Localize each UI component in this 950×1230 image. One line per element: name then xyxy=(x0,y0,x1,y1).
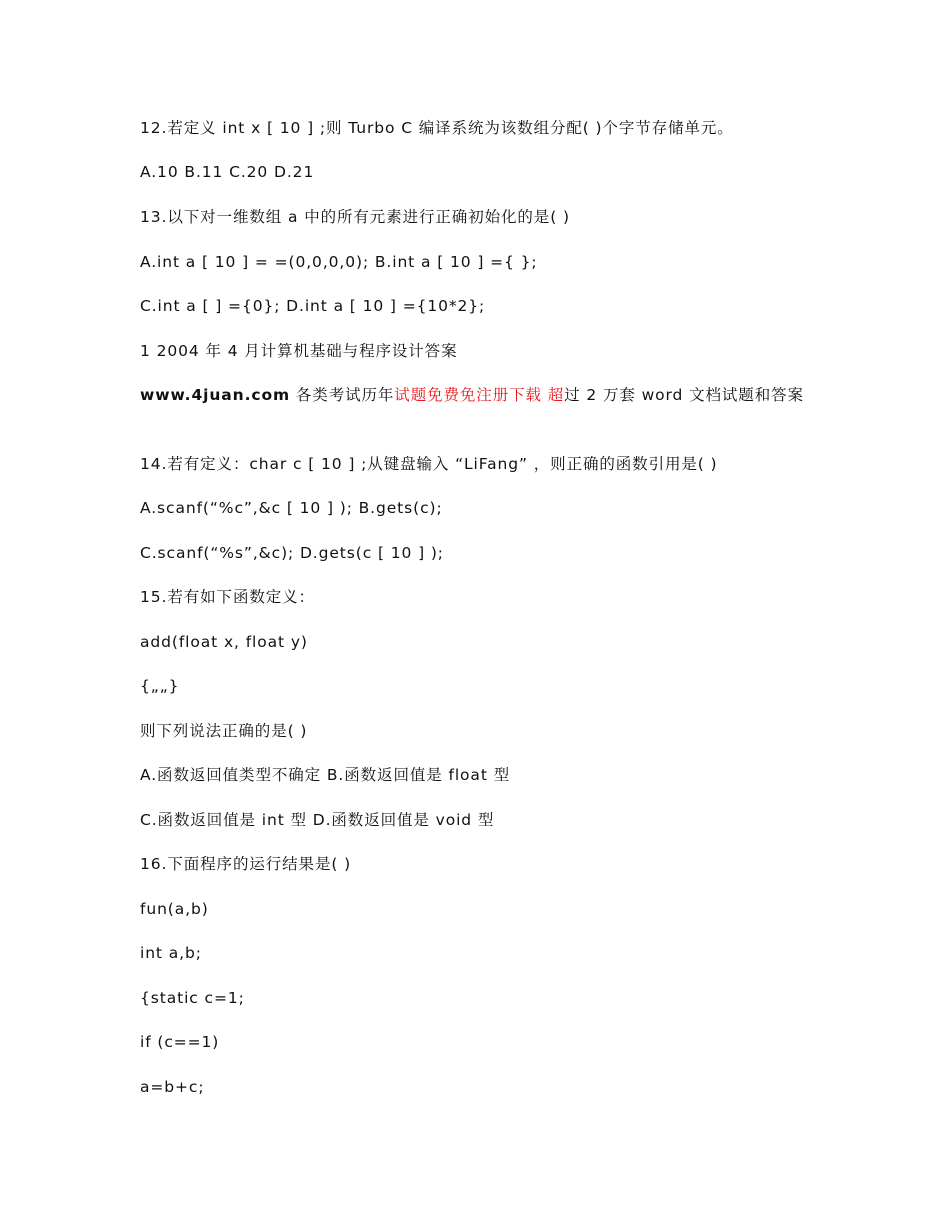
ad-highlight-1[interactable]: 试题免费免注册下载 xyxy=(394,386,542,404)
question-15: 15.若有如下函数定义： xyxy=(140,588,315,606)
ad-site-link[interactable]: www.4juan.com xyxy=(140,386,291,404)
code-line-fun: fun(a,b) xyxy=(140,900,209,918)
question-15-options-ab: A.函数返回值类型不确定 B.函数返回值是 float 型 xyxy=(140,766,511,784)
question-12: 12.若定义 int x [ 10 ] ;则 Turbo C 编译系统为该数组分配( )个字节存储单元。 xyxy=(140,119,734,137)
code-line-int: int a,b; xyxy=(140,944,202,962)
code-line-static: {static c=1; xyxy=(140,989,245,1007)
code-line-body: {„„} xyxy=(140,677,180,695)
question-12-options: A.10 B.11 C.20 D.21 xyxy=(140,163,315,181)
page-footer-title: 1 2004 年 4 月计算机基础与程序设计答案 xyxy=(140,342,458,360)
code-line-if: if (c==1) xyxy=(140,1033,220,1051)
question-14-options-cd: C.scanf(“%s”,&c); D.gets(c [ 10 ] ); xyxy=(140,544,444,562)
question-15-options-cd: C.函数返回值是 int 型 D.函数返回值是 void 型 xyxy=(140,811,495,829)
question-13-options-cd: C.int a [ ] ={0}; D.int a [ 10 ] ={10*2}; xyxy=(140,297,486,315)
ad-highlight-2[interactable]: 超 xyxy=(547,386,565,404)
question-13: 13.以下对一维数组 a 中的所有元素进行正确初始化的是( ) xyxy=(140,208,570,226)
question-16: 16.下面程序的运行结果是( ) xyxy=(140,855,352,873)
ad-text-2: 过 2 万套 word 文档试题和答案 xyxy=(564,386,804,404)
question-14: 14.若有定义：char c [ 10 ] ;从键盘输入 “LiFang” ，则正确的函数引用是( ) xyxy=(140,455,718,473)
code-line-assign: a=b+c; xyxy=(140,1078,205,1096)
ad-text-1: 各类考试历年 xyxy=(290,386,395,404)
question-13-options-ab: A.int a [ 10 ] = =(0,0,0,0); B.int a [ 10 ] ={ }; xyxy=(140,253,538,271)
code-line-add: add(float x, float y) xyxy=(140,633,308,651)
question-15-prompt: 则下列说法正确的是( ) xyxy=(140,722,308,740)
ad-banner xyxy=(140,384,820,406)
question-14-options-ab: A.scanf(“%c”,&c [ 10 ] ); B.gets(c); xyxy=(140,499,443,517)
